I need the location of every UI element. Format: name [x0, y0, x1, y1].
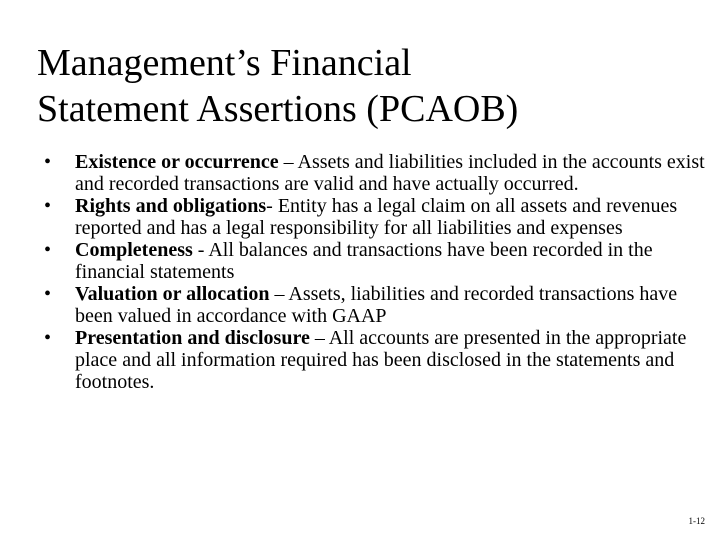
page-number: 1-12: [688, 516, 705, 526]
bullet-icon: •: [44, 195, 52, 217]
slide-title-line-2: Statement Assertions (PCAOB): [37, 88, 519, 130]
bullet-term: Presentation and disclosure: [75, 327, 310, 349]
bullet-term: Valuation or allocation: [75, 283, 270, 305]
bullet-icon: •: [44, 327, 52, 349]
bullet-existence-occurrence: [44, 151, 708, 195]
bullet-text: - All balances and transactions have been recorded in the financial statements: [75, 239, 653, 283]
bullet-text: – All accounts are presented in the appropriate place and all information required has been disclosed in the statements and footnotes.: [75, 327, 687, 393]
assertion-list: [44, 151, 708, 393]
slide-title: [37, 40, 677, 132]
bullet-valuation-allocation: [44, 283, 708, 327]
bullet-rights-obligations: [44, 195, 708, 239]
bullet-term: Rights and obligations: [75, 195, 267, 217]
bullet-icon: •: [44, 283, 52, 305]
bullet-icon: •: [44, 239, 52, 261]
slide-title-line-1: Management’s Financial: [37, 42, 412, 84]
bullet-presentation-disclosure: [44, 327, 708, 393]
bullet-icon: •: [44, 151, 52, 173]
bullet-completeness: [44, 239, 708, 283]
bullet-term: Completeness: [75, 239, 193, 261]
bullet-term: Existence or occurrence: [75, 151, 279, 173]
bullet-text: – Assets and liabilities included in the accounts exist and recorded transactions are valid and have actually occurred.: [75, 151, 705, 195]
bullet-text: – Assets, liabilities and recorded transactions have been valued in accordance with GAAP: [75, 283, 678, 327]
bullet-text: - Entity has a legal claim on all assets and revenues reported and has a legal responsibility for all liabilities and expenses: [75, 195, 678, 239]
